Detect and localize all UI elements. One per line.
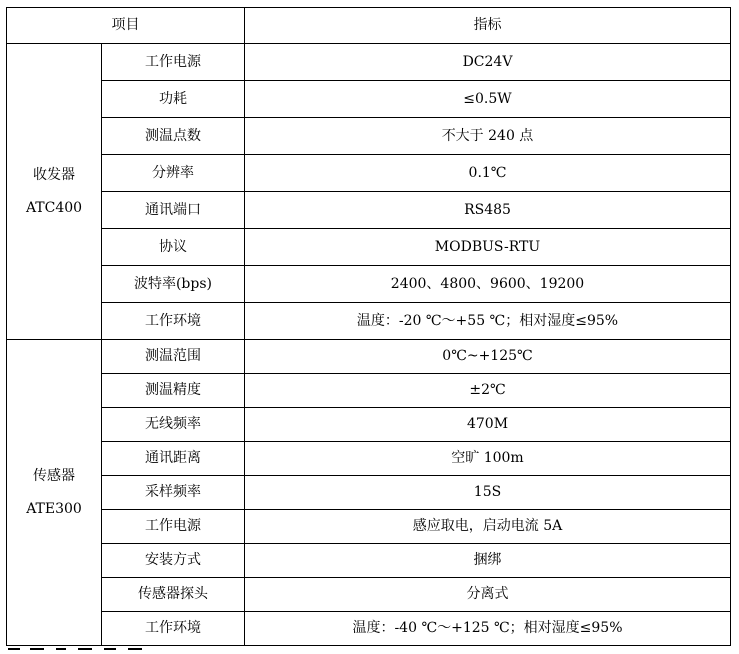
row-value: 空旷 100m xyxy=(245,442,731,476)
row-item: 协议 xyxy=(102,229,245,266)
row-item: 测温范围 xyxy=(102,340,245,374)
row-value: 温度：-40 ℃～+125 ℃；相对湿度≤95% xyxy=(245,612,731,646)
table-row xyxy=(7,408,731,442)
row-item: 工作环境 xyxy=(102,612,245,646)
table-row xyxy=(7,476,731,510)
row-item: 功耗 xyxy=(102,81,245,118)
row-value: 温度：-20 ℃～+55 ℃；相对湿度≤95% xyxy=(245,303,731,340)
table-row xyxy=(7,544,731,578)
table-row xyxy=(7,155,731,192)
row-value: DC24V xyxy=(245,44,731,81)
row-item: 通讯距离 xyxy=(102,442,245,476)
group-model: ATE300 xyxy=(26,500,82,517)
row-item: 安装方式 xyxy=(102,544,245,578)
table-row xyxy=(7,81,731,118)
group-model: ATC400 xyxy=(25,199,83,216)
table-row xyxy=(7,192,731,229)
row-value: 捆绑 xyxy=(245,544,731,578)
table-row xyxy=(7,340,731,374)
row-item: 工作环境 xyxy=(102,303,245,340)
row-item: 采样频率 xyxy=(102,476,245,510)
row-item: 分辨率 xyxy=(102,155,245,192)
table-row xyxy=(7,578,731,612)
row-value: ≤0.5W xyxy=(245,81,731,118)
row-item: 测温精度 xyxy=(102,374,245,408)
row-value: MODBUS-RTU xyxy=(245,229,731,266)
row-value: 2400、4800、9600、19200 xyxy=(245,266,731,303)
table-row xyxy=(7,266,731,303)
group-name: 传感器 xyxy=(33,467,75,484)
row-value: 分离式 xyxy=(245,578,731,612)
row-item: 测温点数 xyxy=(102,118,245,155)
row-item: 工作电源 xyxy=(102,44,245,81)
row-value: RS485 xyxy=(245,192,731,229)
row-value: ±2℃ xyxy=(245,374,731,408)
row-item: 无线频率 xyxy=(102,408,245,442)
group-cell-transceiver xyxy=(7,44,102,340)
spec-table xyxy=(6,7,731,646)
table-row xyxy=(7,374,731,408)
table-row xyxy=(7,229,731,266)
table-row xyxy=(7,442,731,476)
row-item: 工作电源 xyxy=(102,510,245,544)
row-item: 通讯端口 xyxy=(102,192,245,229)
row-value: 0℃~+125℃ xyxy=(245,340,731,374)
row-value: 感应取电，启动电流 5A xyxy=(245,510,731,544)
group-cell-sensor xyxy=(7,340,102,646)
row-item: 传感器探头 xyxy=(102,578,245,612)
row-value: 不大于 240 点 xyxy=(245,118,731,155)
header-item: 项目 xyxy=(7,8,245,44)
row-value: 470M xyxy=(245,408,731,442)
row-value: 15S xyxy=(245,476,731,510)
table-row xyxy=(7,44,731,81)
row-value: 0.1℃ xyxy=(245,155,731,192)
table-row xyxy=(7,510,731,544)
table-row xyxy=(7,303,731,340)
table-row xyxy=(7,118,731,155)
table-header-row xyxy=(7,8,731,44)
header-spec: 指标 xyxy=(245,8,731,44)
group-name: 收发器 xyxy=(33,166,75,183)
table-row xyxy=(7,612,731,646)
cropped-text-fragment xyxy=(0,646,739,654)
row-item: 波特率(bps) xyxy=(102,266,245,303)
